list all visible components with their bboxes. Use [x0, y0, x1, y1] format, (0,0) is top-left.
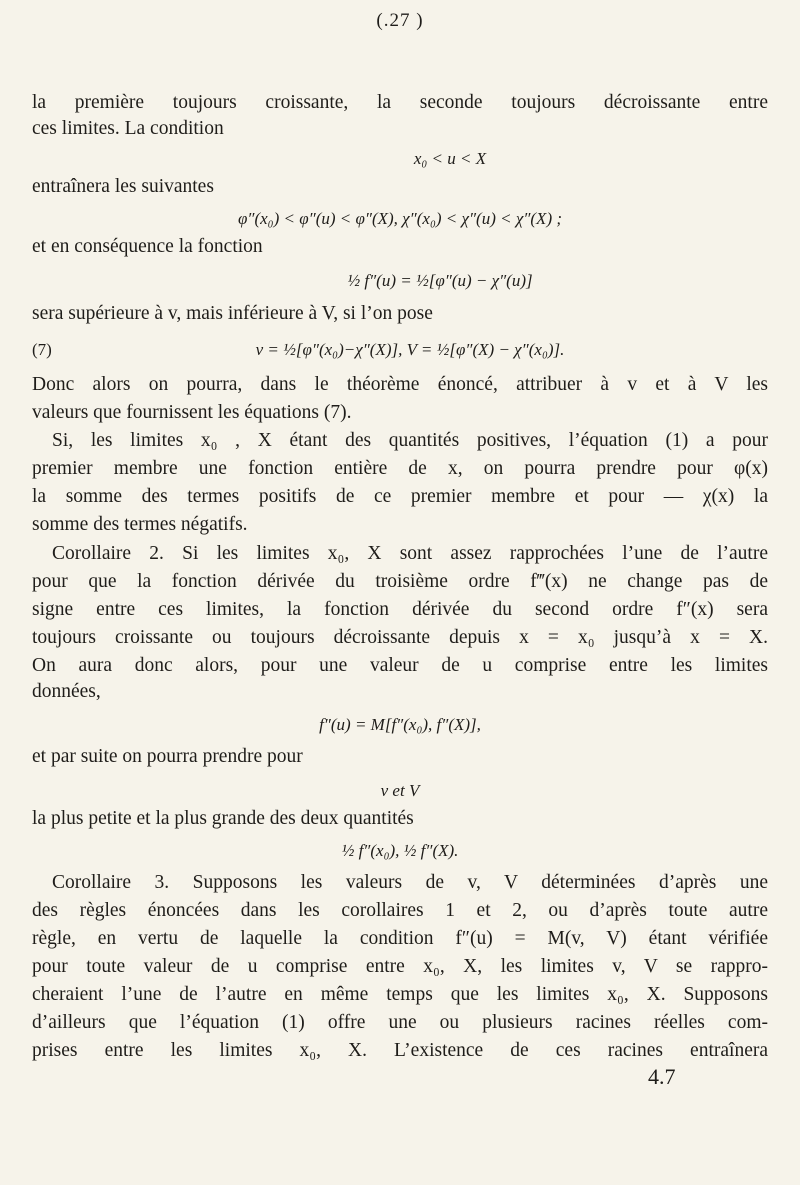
text-line: la plus petite et la plus grande des deux quantités	[32, 808, 414, 829]
equation: v = ½[φ″(x₀)−χ″(X)], V = ½[φ″(X) − χ″(x₀)].	[255, 340, 565, 359]
text-line: sera supérieure à v, mais inférieure à V, si l’on pose	[32, 303, 433, 324]
text-line: cheraient l’une de l’autre en même temps que les limites x₀, X. Supposons	[32, 984, 768, 1005]
text-line: signe entre ces limites, la fonction dérivée du second ordre f″(x) sera	[32, 599, 768, 620]
text-line: Si, les limites x₀ , X étant des quantités positives, l’équation (1) a pour	[52, 430, 768, 451]
text-line: entraînera les suivantes	[32, 176, 214, 197]
text-line: toujours croissante ou toujours décroissante depuis x = x₀ jusqu’à x = X.	[32, 627, 768, 648]
page-number: (.27 )	[376, 10, 424, 31]
text-line: d’ailleurs que l’équation (1) offre une ou plusieurs racines réelles com-	[32, 1012, 768, 1033]
text-line: et en conséquence la fonction	[32, 236, 263, 257]
text-line: la première toujours croissante, la seconde toujours décroissante entre	[32, 92, 768, 113]
equation: ½ f″(u) = ½[φ″(u) − χ″(u)]	[347, 271, 533, 290]
signature-mark: 4.7	[648, 1064, 676, 1089]
text-line: règle, en vertu de laquelle la condition f″(u) = M(v, V) étant vérifiée	[32, 928, 768, 949]
text-line: valeurs que fournissent les équations (7).	[32, 402, 352, 423]
text-line: ces limites. La condition	[32, 118, 224, 139]
text-line: On aura donc alors, pour une valeur de u comprise entre les limites	[32, 655, 768, 676]
text-line: pour que la fonction dérivée du troisième ordre f‴(x) ne change pas de	[32, 571, 768, 592]
text-line: et par suite on pourra prendre pour	[32, 746, 303, 767]
equation-number: (7)	[32, 340, 52, 359]
text-line: pour toute valeur de u comprise entre x₀, X, les limites v, V se rappro-	[32, 956, 768, 977]
text-line: Corollaire 2. Si les limites x₀, X sont assez rapprochées l’une de l’autre	[52, 543, 768, 564]
text-line: données,	[32, 681, 101, 702]
equation: v et V	[380, 781, 420, 800]
text-line: premier membre une fonction entière de x, on pourra prendre pour φ(x)	[32, 458, 768, 479]
text-line: Donc alors on pourra, dans le théorème énoncé, attribuer à v et à V les	[32, 374, 768, 395]
text-line: prises entre les limites x₀, X. L’existence de ces racines entraînera	[32, 1040, 768, 1061]
text-line: des règles énoncées dans les corollaires 1 et 2, ou d’après toute autre	[32, 900, 768, 921]
text-line: somme des termes négatifs.	[32, 514, 248, 535]
equation: φ″(x₀) < φ″(u) < φ″(X), χ″(x₀) < χ″(u) < χ″(X) ;	[237, 209, 563, 228]
text-line: la somme des termes positifs de ce premier membre et pour — χ(x) la	[32, 486, 768, 507]
equation: ½ f″(x₀), ½ f″(X).	[341, 841, 459, 860]
equation: x₀ < u < X	[413, 149, 487, 168]
equation: f″(u) = M[f″(x₀), f″(X)],	[319, 715, 481, 734]
text-line: Corollaire 3. Supposons les valeurs de v, V déterminées d’après une	[52, 872, 768, 893]
